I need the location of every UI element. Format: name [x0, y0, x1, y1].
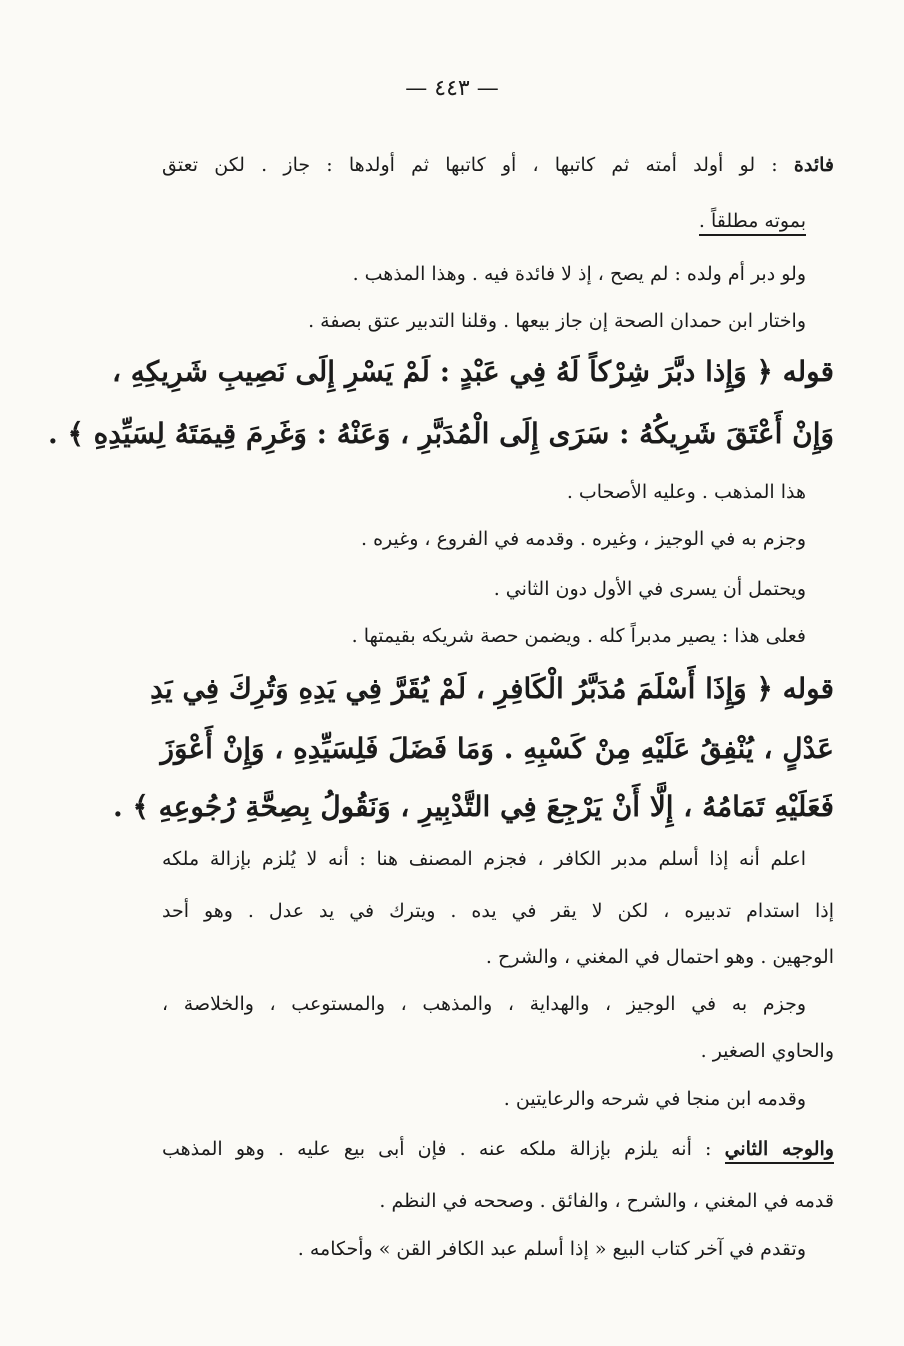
text-line: [162, 995, 806, 1014]
line-text: وتقدم في آخر كتاب البيع « إذا أسلم عبد الكافر القن » وأحكامه .: [297, 1238, 806, 1260]
quoted-text-line: [47, 417, 834, 450]
text-line: [162, 850, 806, 869]
text-line: [298, 1240, 806, 1259]
quoted-text-line: [111, 355, 834, 388]
line-text: وجزم به في الوجيز ، والهداية ، والمذهب ، والمستوعب ، والخلاصة ،: [162, 993, 806, 1015]
line-text: فعلى هذا : يصير مدبراً كله . ويضمن حصة شريكه بقيمتها .: [351, 625, 806, 647]
line-text: اعلم أنه إذا أسلم مدبر الكافر ، فجزم المصنف هنا : أنه لا يُلزم بإزالة ملكه: [162, 848, 806, 870]
text-line: [379, 1192, 834, 1211]
line-text: الوجهين . وهو احتمال في المغني ، والشرح .: [485, 946, 834, 968]
line-text: : أنه يلزم بإزالة ملكه عنه . فإن أبى بيع عليه . وهو المذهب: [162, 1138, 712, 1160]
line-text: وقدمه ابن منجا في شرحه والرعايتين .: [503, 1088, 806, 1110]
qawluh-label: قوله: [782, 355, 834, 388]
text-line: [162, 156, 834, 175]
line-text: وجزم به في الوجيز ، وغيره . وقدمه في الفروع ، وغيره .: [361, 528, 806, 550]
line-text: وَإِنْ أَعْتَقَ شَرِيكُهُ : سَرَى إِلَى الْمُدَبَّرِ ، وَعَنْهُ : وَغَرِمَ قِيمَتَهُ لِسَيِّدِهِ ﴾ .: [47, 417, 834, 450]
text-line: [701, 1042, 834, 1061]
line-text: ﴿ وَإِذا دبَّرَ شِرْكاً لَهُ فِي عَبْدٍ : لَمْ يَسْرِ إِلَى نَصِيبِ شَرِيكِهِ ،: [111, 355, 773, 388]
page-number: — ٤٤٣ —: [405, 76, 499, 101]
line-text: هذا المذهب . وعليه الأصحاب .: [566, 481, 806, 503]
quoted-text-line: [113, 790, 834, 823]
text-line: [494, 580, 806, 599]
quoted-text-line: [160, 732, 834, 765]
text-line: [352, 627, 806, 646]
text-line: [308, 312, 806, 331]
line-text: فَعَلَيْهِ تَمَامُهُ ، إِلَّا أَنْ يَرْجِعَ فِي التَّدْبِيرِ ، وَنَقُولُ بِصِحَّةِ رُجُوعِهِ ﴾ .: [113, 790, 834, 823]
qawluh-label: قوله: [782, 672, 834, 705]
note-label: فائدة: [793, 154, 834, 176]
text-line: [699, 212, 806, 231]
line-text: ولو دبر أم ولده : لم يصح ، إذ لا فائدة فيه . وهذا المذهب .: [352, 263, 806, 285]
text-line: [353, 265, 806, 284]
line-text: والحاوي الصغير .: [700, 1040, 834, 1062]
line-text: : لو أولد أمته ثم كاتبها ، أو كاتبها ثم أولدها : جاز . لكن تعتق: [162, 154, 778, 176]
text-line: [162, 902, 834, 921]
line-text: عَدْلٍ ، يُنْفِقُ عَلَيْهِ مِنْ كَسْبِهِ . وَمَا فَضَلَ فَلِسَيِّدِهِ ، وَإِنْ أَعْوَزَ: [160, 732, 834, 765]
text-line: [486, 948, 834, 967]
text-line: [504, 1090, 806, 1109]
text-line: [567, 483, 806, 502]
text-line: [162, 1140, 834, 1159]
line-text: ويحتمل أن يسرى في الأول دون الثاني .: [493, 578, 806, 600]
line-text: واختار ابن حمدان الصحة إن جاز بيعها . وقلنا التدبير عتق بصفة .: [308, 310, 806, 332]
line-text: إذا استدام تدبيره ، لكن لا يقر في يده . ويترك في يد عدل . وهو أحد: [162, 900, 834, 922]
line-text: بموته مطلقاً .: [699, 210, 806, 236]
second-view-label: والوجه الثاني: [725, 1138, 834, 1164]
text-line: [361, 530, 806, 549]
line-text: ﴿ وَإِذَا أَسْلَمَ مُدَبَّرُ الْكَافِرِ ، لَمْ يُقَرَّ فِي يَدِهِ وَتُرِكَ فِي يَدِ: [150, 672, 773, 705]
line-text: قدمه في المغني ، والشرح ، والفائق . وصححه في النظم .: [379, 1190, 834, 1212]
quoted-text-line: [150, 672, 834, 705]
